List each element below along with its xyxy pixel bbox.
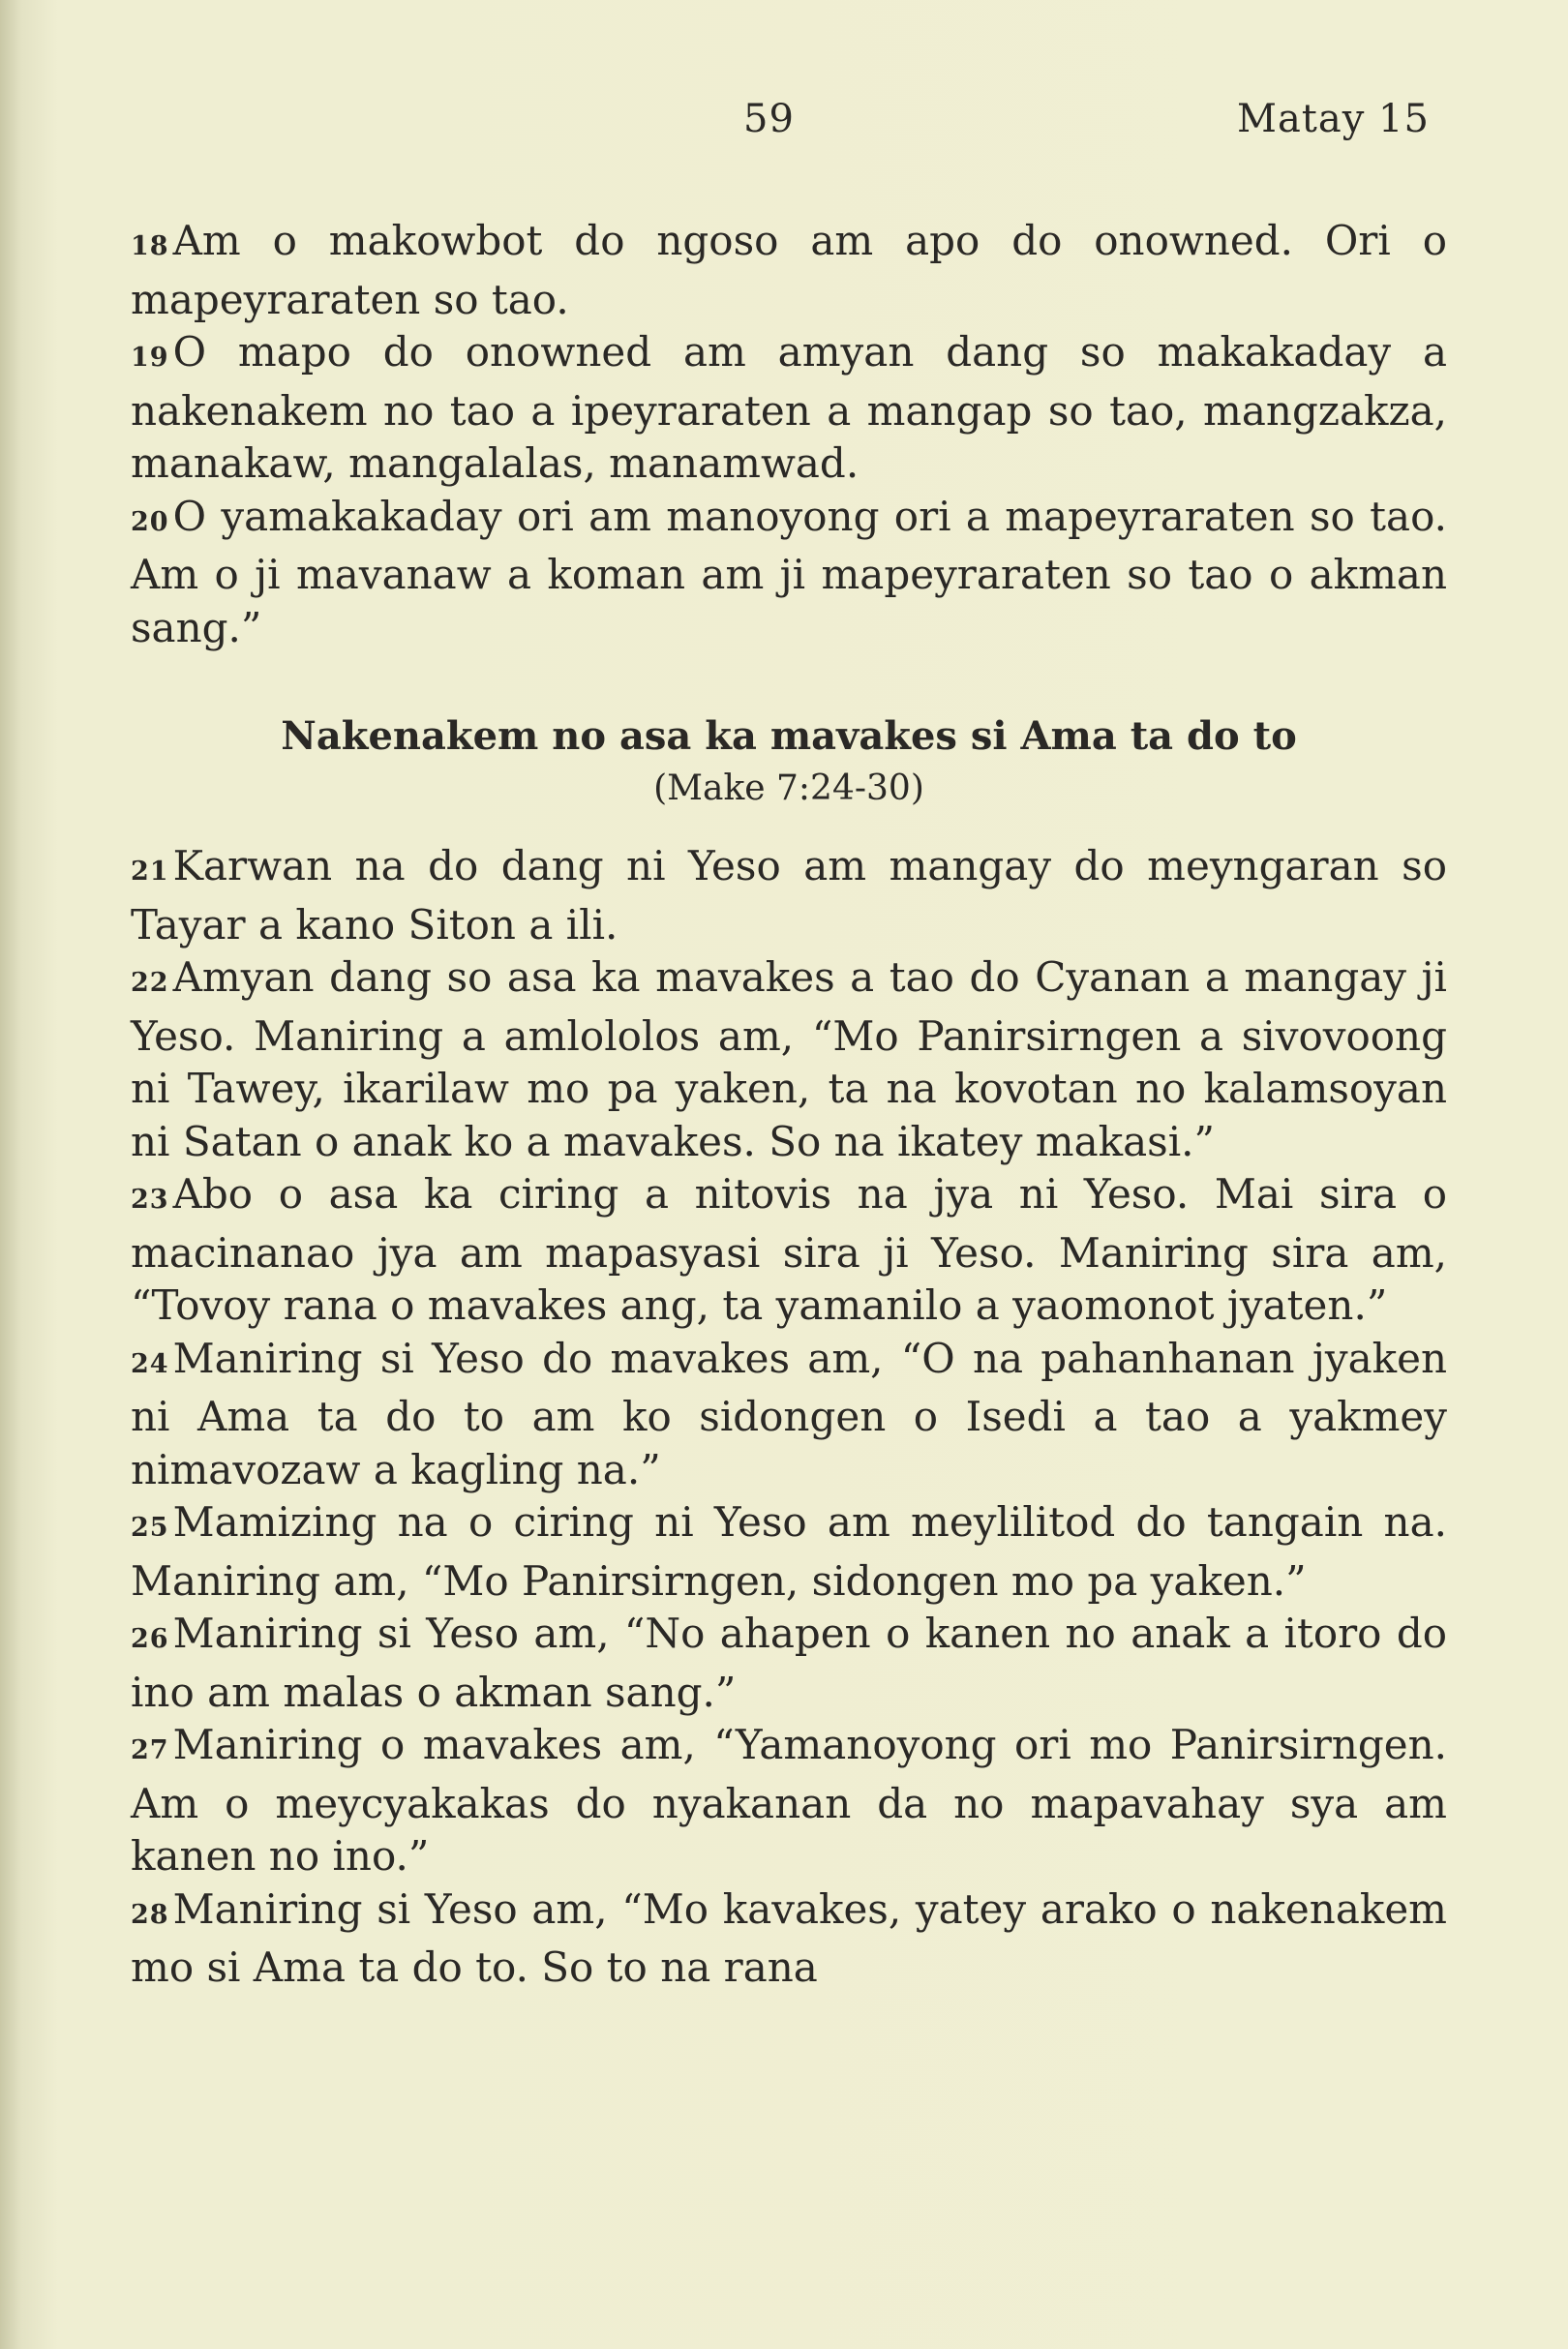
verse-text: O yamakakaday ori am manoyong ori a mapeyraraten so tao. Am o ji mavanaw a koman am ji mapeyraraten so tao o akman sang.” — [131, 492, 1447, 651]
verse-text: Maniring o mavakes am, “Yamanoyong ori mo Panirsirngen. Am o meycyakakas do nyakanan da no mapavahay sya am kanen no ino.” — [131, 1721, 1447, 1880]
verse-27 — [131, 1719, 1447, 1883]
verse-number: 27 — [131, 1735, 169, 1765]
verse-22 — [131, 951, 1447, 1168]
verse-25 — [131, 1496, 1447, 1608]
verse-number: 19 — [131, 343, 169, 373]
verse-20 — [131, 491, 1447, 655]
verse-number: 25 — [131, 1513, 169, 1543]
verse-number: 20 — [131, 506, 169, 537]
verse-number: 22 — [131, 968, 169, 998]
verse-23 — [131, 1168, 1447, 1333]
page-body — [131, 215, 1447, 1995]
verse-text: Am o makowbot do ngoso am apo do onowned. Ori o mapeyraraten so tao. — [131, 217, 1447, 323]
verse-number: 18 — [131, 231, 169, 261]
page-header — [0, 97, 1568, 155]
verse-text: Maniring si Yeso am, “No ahapen o kanen no anak a itoro do ino am malas o akman sang.” — [131, 1610, 1447, 1716]
running-head: Matay 15 — [1237, 97, 1430, 141]
page-number: 59 — [743, 97, 795, 141]
verse-number: 28 — [131, 1899, 169, 1930]
verse-text: Mamizing na o ciring ni Yeso am meylilitod do tangain na. Maniring am, “Mo Panirsirngen, sidongen mo pa yaken.” — [131, 1498, 1447, 1605]
verse-26 — [131, 1608, 1447, 1719]
verse-19 — [131, 326, 1447, 491]
section-title: Nakenakem no asa ka mavakes si Ama ta do to — [281, 713, 1297, 759]
verse-21 — [131, 840, 1447, 951]
verse-number: 23 — [131, 1185, 169, 1215]
verse-text: Maniring si Yeso am, “Mo kavakes, yatey arako o nakenakem mo si Ama ta do to. So to na rana — [131, 1884, 1447, 1991]
verse-24 — [131, 1333, 1447, 1497]
verse-text: O mapo do onowned am amyan dang so makakaday a nakenakem no tao a ipeyraraten a mangap so tao, mangzakza, manakaw, mangalalas, manamwad. — [131, 328, 1447, 487]
verse-18 — [131, 215, 1447, 326]
verse-text: Maniring si Yeso do mavakes am, “O na pahanhanan jyaken ni Ama ta do to am ko sidongen o Isedi a tao a yakmey nimavozaw a kagling na.” — [131, 1334, 1447, 1493]
verse-text: Abo o asa ka ciring a nitovis na jya ni Yeso. Mai sira o macinanao jya am mapasyasi sira ji Yeso. Maniring sira am, “Tovoy rana o mavakes ang, ta yamanilo a yaomonot jyaten.” — [131, 1170, 1447, 1329]
verse-number: 26 — [131, 1624, 169, 1654]
section-reference: (Make 7:24-30) — [653, 768, 924, 808]
verse-number: 24 — [131, 1348, 169, 1379]
verse-text: Amyan dang so asa ka mavakes a tao do Cyanan a mangay ji Yeso. Maniring a amlololos am, “Mo Panirsirngen a sivovoong ni Tawey, ikarilaw mo pa yaken, ta na kovotan no kalamsoyan ni Satan o anak ko a mavakes. So na ikatey makasi.” — [131, 953, 1447, 1165]
verse-number: 21 — [131, 857, 169, 887]
verse-28 — [131, 1883, 1447, 1995]
verse-text: Karwan na do dang ni Yeso am mangay do meyngaran so Tayar a kano Siton a ili. — [131, 842, 1447, 949]
